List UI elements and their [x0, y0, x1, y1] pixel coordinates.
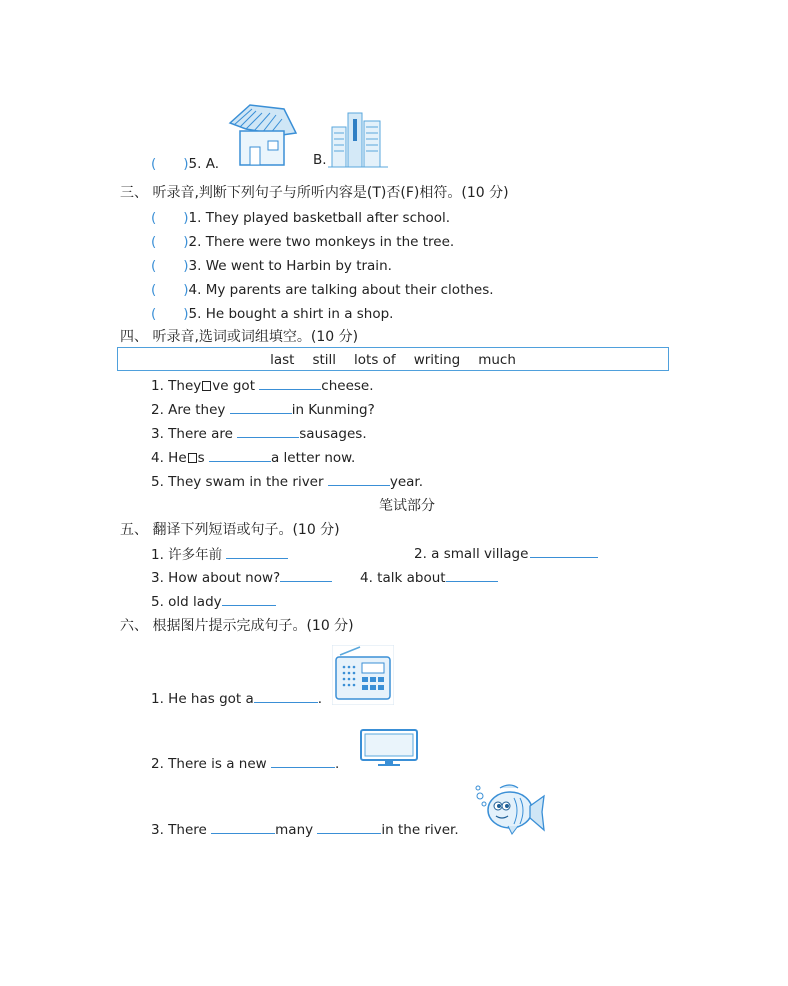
radio-icon — [332, 645, 394, 705]
list-item — [151, 375, 374, 394]
item-text: 1. They — [151, 378, 202, 394]
item-text: 3. There are — [151, 426, 233, 442]
item-text: in the river. — [381, 822, 459, 838]
list-item — [360, 567, 498, 586]
item-text: s — [197, 450, 205, 466]
word-bank-item: much — [478, 352, 516, 368]
list-item — [151, 471, 423, 490]
list-item — [151, 753, 339, 772]
fill-blank[interactable] — [271, 753, 335, 768]
missing-glyph-box — [202, 381, 211, 391]
item-text: 3. There — [151, 822, 207, 838]
fill-blank[interactable] — [254, 688, 318, 703]
list-item — [151, 230, 454, 250]
fill-blank[interactable] — [530, 543, 598, 558]
item-text: 3. We went to Harbin by train. — [188, 258, 392, 274]
item-text: in Kunming? — [291, 402, 375, 418]
fill-blank[interactable] — [280, 567, 332, 582]
item-text: 4. talk about — [360, 570, 446, 586]
fill-blank[interactable] — [222, 591, 276, 606]
list-item — [151, 423, 367, 442]
fill-blank[interactable] — [446, 567, 498, 582]
item-text: 2. There were two monkeys in the tree. — [188, 234, 455, 250]
word-bank-item: lots of — [354, 352, 396, 368]
list-item — [151, 591, 276, 610]
q5-b-label: B. — [313, 152, 327, 168]
fill-blank[interactable] — [259, 375, 321, 390]
answer-paren[interactable]: ( ) — [151, 210, 189, 226]
list-item — [151, 567, 332, 586]
item-text: a letter now. — [270, 450, 356, 466]
section-5-heading: 五、 翻译下列短语或句子。(10 分) — [120, 522, 340, 538]
fill-blank[interactable] — [317, 819, 381, 834]
answer-paren[interactable]: ( ) — [151, 306, 189, 322]
item-text: 4. My parents are talking about their clothes. — [188, 282, 494, 298]
fill-blank[interactable] — [211, 819, 275, 834]
list-item — [151, 302, 393, 322]
item-text: . — [317, 691, 323, 707]
item-text: 1. He has got a — [151, 691, 254, 707]
building-icon — [328, 107, 388, 169]
list-item — [151, 399, 375, 418]
fill-blank[interactable] — [230, 399, 292, 414]
item-text: 5. They swam in the river — [151, 474, 324, 490]
item-text: 1. They played basketball after school. — [188, 210, 451, 226]
item-text: 4. He — [151, 450, 187, 466]
list-item — [414, 543, 598, 562]
item-text: year. — [389, 474, 424, 490]
list-item — [151, 688, 322, 707]
fill-blank[interactable] — [328, 471, 390, 486]
missing-glyph-box — [188, 453, 197, 463]
section-6-heading: 六、 根据图片提示完成句子。(10 分) — [120, 618, 354, 634]
item-text: many — [275, 822, 314, 838]
list-item — [151, 278, 494, 298]
fill-blank[interactable] — [237, 423, 299, 438]
list-item — [151, 254, 392, 274]
item-text: 2. a small village — [414, 546, 529, 562]
fill-blank[interactable] — [209, 447, 271, 462]
section-3-heading: 三、 听录音,判断下列句子与所听内容是(T)否(F)相符。(10 分) — [120, 185, 509, 201]
answer-paren[interactable]: ( ) — [151, 156, 189, 172]
item-text: 3. How about now? — [151, 570, 281, 586]
item-text: 5. He bought a shirt in a shop. — [188, 306, 394, 322]
q5-row — [151, 152, 219, 172]
item-text: cheese. — [321, 378, 374, 394]
item-text: 2. Are they — [151, 402, 226, 418]
written-part-title: 笔试部分 — [379, 498, 435, 514]
word-bank-item: last — [270, 352, 295, 368]
item-text: ve got — [212, 378, 255, 394]
fill-blank[interactable] — [226, 544, 288, 559]
list-item — [151, 543, 288, 563]
item-text: 5. old lady — [151, 594, 222, 610]
item-text: . — [334, 756, 340, 772]
word-bank-box — [117, 347, 669, 371]
item-text: 2. There is a new — [151, 756, 267, 772]
answer-paren[interactable]: ( ) — [151, 258, 189, 274]
word-bank-item: still — [312, 352, 337, 368]
q5-text: 5. A. — [188, 156, 220, 172]
item-text: sausages. — [299, 426, 367, 442]
list-item — [151, 206, 450, 226]
fish-icon — [474, 782, 548, 838]
item-text: 1. 许多年前 — [151, 547, 223, 563]
list-item — [151, 447, 355, 466]
word-bank-item: writing — [413, 352, 461, 368]
section-4-heading: 四、 听录音,选词或词组填空。(10 分) — [120, 329, 359, 345]
tv-icon — [360, 729, 418, 767]
list-item — [151, 819, 459, 838]
answer-paren[interactable]: ( ) — [151, 234, 189, 250]
answer-paren[interactable]: ( ) — [151, 282, 189, 298]
house-icon — [226, 103, 298, 169]
